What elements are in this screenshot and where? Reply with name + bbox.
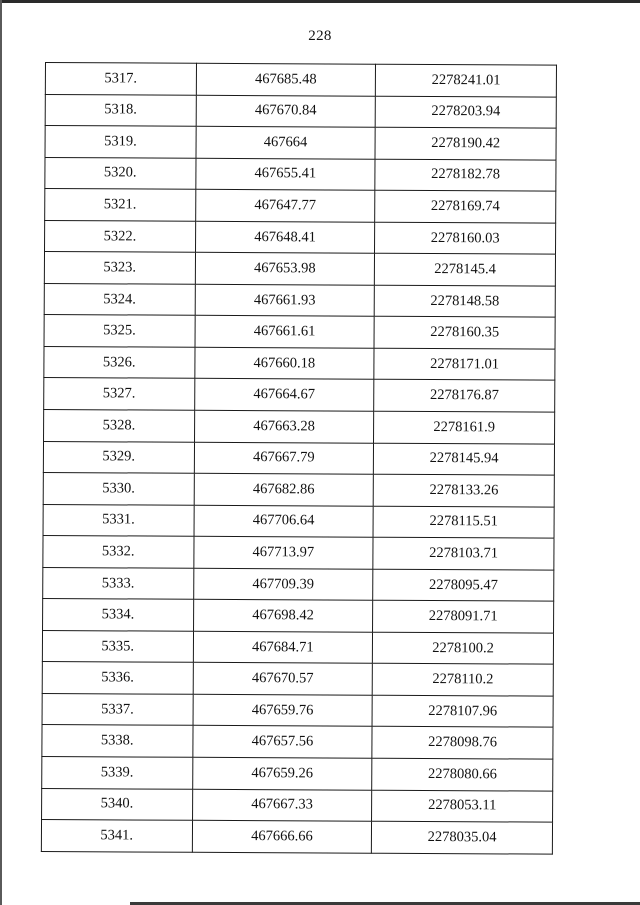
x-coordinate-cell: 467648.41 — [195, 221, 375, 253]
y-coordinate-cell: 2278171.01 — [374, 348, 555, 380]
x-coordinate-cell: 467657.56 — [193, 726, 373, 758]
table-row — [44, 410, 555, 444]
x-coordinate-cell: 467709.39 — [193, 568, 373, 600]
point-number-cell: 5322. — [45, 220, 196, 252]
table-row — [41, 820, 552, 854]
y-coordinate-cell: 2278035.04 — [372, 821, 553, 853]
point-number-cell: 5320. — [45, 157, 196, 189]
table-row — [45, 157, 556, 191]
coordinate-table-body — [41, 63, 556, 854]
y-coordinate-cell: 2278133.26 — [373, 474, 554, 506]
y-coordinate-cell: 2278190.42 — [375, 127, 556, 159]
point-number-cell: 5317. — [45, 63, 196, 95]
point-number-cell: 5323. — [44, 252, 195, 284]
x-coordinate-cell: 467653.98 — [195, 253, 375, 285]
table-row — [45, 126, 556, 160]
y-coordinate-cell: 2278203.94 — [375, 96, 556, 128]
point-number-cell: 5339. — [42, 757, 193, 789]
table-row — [44, 346, 555, 380]
coordinate-table — [41, 62, 557, 854]
y-coordinate-cell: 2278160.35 — [374, 317, 555, 349]
table-row — [43, 599, 554, 633]
point-number-cell: 5319. — [45, 126, 196, 158]
x-coordinate-cell: 467661.61 — [195, 316, 375, 348]
table-row — [43, 441, 554, 475]
x-coordinate-cell: 467663.28 — [194, 410, 374, 442]
y-coordinate-cell: 2278098.76 — [372, 727, 553, 759]
table-row — [42, 757, 553, 791]
y-coordinate-cell: 2278095.47 — [373, 569, 554, 601]
table-row — [44, 252, 555, 286]
table-row — [43, 536, 554, 570]
point-number-cell: 5334. — [43, 599, 194, 631]
table-row — [43, 504, 554, 538]
y-coordinate-cell: 2278103.71 — [373, 537, 554, 569]
point-number-cell: 5324. — [44, 283, 195, 315]
x-coordinate-cell: 467660.18 — [194, 347, 374, 379]
y-coordinate-cell: 2278145.4 — [375, 254, 556, 286]
x-coordinate-cell: 467670.57 — [193, 663, 373, 695]
x-coordinate-cell: 467685.48 — [196, 63, 376, 95]
y-coordinate-cell: 2278161.9 — [374, 411, 555, 443]
point-number-cell: 5318. — [45, 94, 196, 126]
point-number-cell: 5330. — [43, 473, 194, 505]
point-number-cell: 5336. — [42, 662, 193, 694]
x-coordinate-cell: 467713.97 — [193, 536, 373, 568]
point-number-cell: 5333. — [43, 567, 194, 599]
x-coordinate-cell: 467661.93 — [195, 284, 375, 316]
x-coordinate-cell: 467698.42 — [193, 600, 373, 632]
y-coordinate-cell: 2278169.74 — [375, 190, 556, 222]
point-number-cell: 5327. — [44, 378, 195, 410]
table-row — [42, 662, 553, 696]
point-number-cell: 5326. — [44, 346, 195, 378]
table-row — [44, 283, 555, 317]
y-coordinate-cell: 2278107.96 — [372, 695, 553, 727]
point-number-cell: 5332. — [43, 536, 194, 568]
scan-edge-left — [0, 0, 2, 905]
point-number-cell: 5321. — [45, 189, 196, 221]
x-coordinate-cell: 467670.84 — [196, 95, 376, 127]
y-coordinate-cell: 2278100.2 — [373, 632, 554, 664]
table-row — [45, 189, 556, 223]
x-coordinate-cell: 467664 — [196, 126, 376, 158]
y-coordinate-cell: 2278241.01 — [376, 64, 557, 96]
table-row — [45, 220, 556, 254]
y-coordinate-cell: 2278080.66 — [372, 758, 553, 790]
x-coordinate-cell: 467667.33 — [192, 789, 372, 821]
x-coordinate-cell: 467682.86 — [194, 473, 374, 505]
table-row — [43, 567, 554, 601]
point-number-cell: 5337. — [42, 693, 193, 725]
y-coordinate-cell: 2278053.11 — [372, 790, 553, 822]
point-number-cell: 5325. — [44, 315, 195, 347]
y-coordinate-cell: 2278182.78 — [375, 159, 556, 191]
y-coordinate-cell: 2278110.2 — [372, 664, 553, 696]
table-row — [42, 788, 553, 822]
x-coordinate-cell: 467655.41 — [195, 158, 375, 190]
point-number-cell: 5335. — [42, 630, 193, 662]
table-row — [45, 94, 556, 128]
y-coordinate-cell: 2278160.03 — [375, 222, 556, 254]
y-coordinate-cell: 2278176.87 — [374, 380, 555, 412]
y-coordinate-cell: 2278091.71 — [373, 601, 554, 633]
point-number-cell: 5331. — [43, 504, 194, 536]
y-coordinate-cell: 2278145.94 — [374, 443, 555, 475]
table-row — [42, 630, 553, 664]
y-coordinate-cell: 2278115.51 — [373, 506, 554, 538]
x-coordinate-cell: 467659.76 — [193, 694, 373, 726]
table-row — [44, 315, 555, 349]
table-row — [45, 63, 556, 97]
point-number-cell: 5340. — [42, 788, 193, 820]
point-number-cell: 5341. — [41, 820, 192, 852]
y-coordinate-cell: 2278148.58 — [374, 285, 555, 317]
table-row — [44, 378, 555, 412]
table-row — [42, 693, 553, 727]
x-coordinate-cell: 467647.77 — [195, 189, 375, 221]
x-coordinate-cell: 467706.64 — [194, 505, 374, 537]
table-row — [43, 473, 554, 507]
point-number-cell: 5328. — [44, 410, 195, 442]
table-row — [42, 725, 553, 759]
point-number-cell: 5329. — [43, 441, 194, 473]
x-coordinate-cell: 467659.26 — [192, 757, 372, 789]
x-coordinate-cell: 467684.71 — [193, 631, 373, 663]
page-number: 228 — [308, 28, 332, 44]
point-number-cell: 5338. — [42, 725, 193, 757]
x-coordinate-cell: 467666.66 — [192, 820, 372, 852]
x-coordinate-cell: 467667.79 — [194, 442, 374, 474]
scan-edge-top — [0, 0, 640, 3]
x-coordinate-cell: 467664.67 — [194, 379, 374, 411]
